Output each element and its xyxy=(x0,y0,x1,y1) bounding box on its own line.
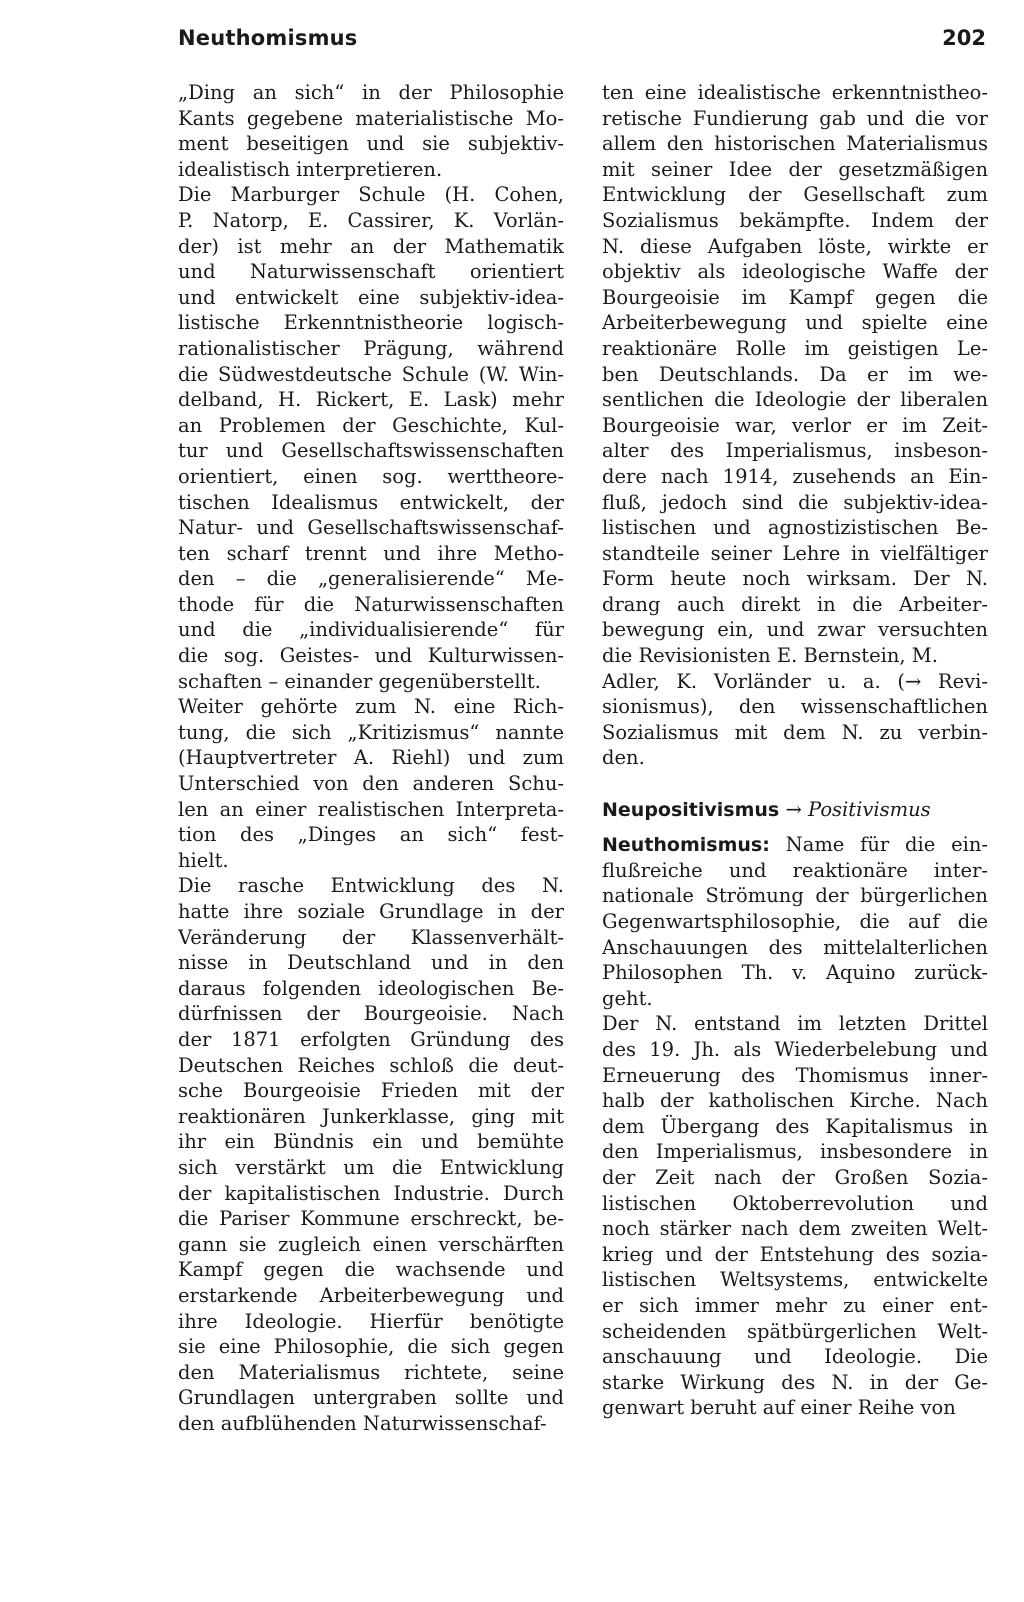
text-line: orientiert, einen sog. werttheore- xyxy=(178,464,564,488)
text-line: drang auch direkt in die Arbeiter- xyxy=(602,592,988,616)
text-line: nationale Strömung der bürgerlichen xyxy=(602,884,988,908)
text-line: Entwicklung der Gesellschaft zum xyxy=(602,183,988,207)
text-line: sche Bourgeoisie Frieden mit der xyxy=(178,1079,564,1103)
text-line: Bourgeoisie im Kampf gegen die xyxy=(602,285,988,309)
text-line: Natur- und Gesellschaftswissenschaf- xyxy=(178,516,564,540)
text-line: retische Fundierung gab und die vor xyxy=(602,106,988,130)
text-line: Unterschied von den anderen Schu- xyxy=(178,772,564,796)
text-line: dere nach 1914, zusehends an Ein- xyxy=(602,464,988,488)
text-line: die Südwestdeutsche Schule (W. Win- xyxy=(178,362,564,386)
text-line: thode für die Naturwissenschaften xyxy=(178,592,564,616)
text-line: Gegenwartsphilosophie, die auf die xyxy=(602,910,988,933)
text-line: listischen Weltsystems, entwickelte xyxy=(602,1268,988,1292)
text-line: Bourgeoisie war, verlor er im Zeit- xyxy=(602,413,988,437)
text-line: (Hauptvertreter A. Riehl) und zum xyxy=(178,746,564,770)
text-line: Arbeiterbewegung und spielte eine xyxy=(602,311,988,335)
text-line: die sog. Geistes- und Kulturwissen- xyxy=(178,644,564,668)
text-line: listischen Oktoberrevolution und xyxy=(602,1191,988,1215)
text-line: anschauung und Ideologie. Die xyxy=(602,1345,988,1369)
cross-reference-positivismus[interactable]: Positivismus xyxy=(807,797,931,821)
text-line: Deutschen Reiches schloß die deut- xyxy=(178,1053,564,1077)
running-head: Neuthomismus xyxy=(178,26,358,50)
text-line: „Ding an sich“ in der Philosophie xyxy=(178,81,564,104)
text-line: tion des „Dinges an sich“ fest- xyxy=(178,823,564,847)
right-column-continuation xyxy=(602,80,988,771)
text-line: flußreiche und reaktionäre inter- xyxy=(602,858,988,882)
text-line: N. diese Aufgaben löste, wirkte er xyxy=(602,234,988,258)
text-line: halb der katholischen Kirche. Nach xyxy=(602,1089,988,1113)
text-line: reaktionäre Rolle im geistigen Le- xyxy=(602,336,988,360)
text-line: scheidenden spätbürgerlichen Welt- xyxy=(602,1319,988,1343)
entry-neuthomismus-body xyxy=(602,858,988,1421)
text-line: objektiv als ideologische Waffe der xyxy=(602,260,988,284)
entry-neuthomismus-first-line xyxy=(602,832,988,858)
text-line: Die Marburger Schule (H. Cohen, xyxy=(178,183,564,207)
text-line: nisse in Deutschland und in den xyxy=(178,951,564,975)
text-line: genwart beruht auf einer Reihe von xyxy=(602,1396,956,1420)
page-header xyxy=(178,26,986,60)
text-line: Anschauungen des mittelalterlichen xyxy=(602,935,988,959)
text-line: sich verstärkt um die Entwicklung xyxy=(178,1155,564,1179)
text-line: Grundlagen untergraben sollte und xyxy=(178,1386,564,1410)
text-line: an Problemen der Geschichte, Kul- xyxy=(178,413,564,437)
text-line: die Pariser Kommune erschreckt, be- xyxy=(178,1207,564,1231)
text-line: der Zeit nach der Großen Sozia- xyxy=(602,1165,988,1189)
text-line: und entwickelt eine subjektiv-idea- xyxy=(178,285,564,309)
text-line: ten eine idealistische erkenntnistheo- xyxy=(602,81,988,104)
text-line: den – die „generalisierende“ Me- xyxy=(178,567,564,591)
text-line: sie eine Philosophie, die sich gegen xyxy=(178,1335,564,1359)
text-line: schaften – einander gegenüberstellt. xyxy=(178,669,541,693)
text-line: Kampf gegen die wachsende und xyxy=(178,1258,564,1282)
left-column xyxy=(178,80,564,1436)
text-line: den Imperialismus, insbesondere in xyxy=(602,1140,988,1164)
text-line: des 19. Jh. als Wiederbelebung und xyxy=(602,1037,988,1061)
text-line: mit seiner Idee der gesetzmäßigen xyxy=(602,157,988,181)
headword-neuthomismus: Neuthomismus: xyxy=(602,834,770,857)
text-line: listische Erkenntnistheorie logisch- xyxy=(178,311,564,335)
text-line: der) ist mehr an der Mathematik xyxy=(178,234,564,258)
text-line: die Revisionisten E. Bernstein, M. xyxy=(602,644,938,668)
text-line: ment beseitigen und sie subjektiv- xyxy=(178,132,564,156)
text-line: erstarkende Arbeiterbewegung und xyxy=(178,1283,564,1307)
text-line: und die „individualisierende“ für xyxy=(178,618,564,642)
entry-neupositivismus xyxy=(602,797,988,823)
text-line: Weiter gehörte zum N. eine Rich- xyxy=(178,695,564,719)
text-line: er sich immer mehr zu einer ent- xyxy=(602,1293,988,1317)
text-line: Form heute noch wirksam. Der N. xyxy=(602,567,988,591)
text-line: alter des Imperialismus, insbeson- xyxy=(602,439,988,463)
text-line: tur und Gesellschaftswissenschaften xyxy=(178,439,564,463)
text-line: ihr ein Bündnis ein und bemühte xyxy=(178,1130,564,1154)
text-line: dem Übergang des Kapitalismus in xyxy=(602,1114,988,1138)
text-line: hatte ihre soziale Grundlage in der xyxy=(178,900,564,923)
text-line: bewegung ein, und zwar versuchten xyxy=(602,618,988,642)
text-line: gann sie zugleich einen verschärften xyxy=(178,1232,564,1256)
right-column xyxy=(602,80,988,1421)
text-line: Der N. entstand im letzten Drittel xyxy=(602,1012,988,1036)
text-line: Die rasche Entwicklung des N. xyxy=(178,874,564,898)
text-line: sentlichen die Ideologie der liberalen xyxy=(602,388,988,412)
text-line: listischen und agnostizistischen Be- xyxy=(602,516,988,540)
text-line: der kapitalistischen Industrie. Durch xyxy=(178,1181,564,1205)
text-line: ben Deutschlands. Da er im we- xyxy=(602,362,988,386)
text-line: noch stärker nach dem zweiten Welt- xyxy=(602,1217,988,1241)
text-line: delband, H. Rickert, E. Lask) mehr xyxy=(178,388,564,412)
text-line: Erneuerung des Thomismus inner- xyxy=(602,1063,988,1087)
page-number: 202 xyxy=(942,26,986,50)
text-line: P. Natorp, E. Cassirer, K. Vorlän- xyxy=(178,208,564,232)
definition-start: Name für die ein- xyxy=(785,833,988,857)
text-line: standteile seiner Lehre in vielfältiger xyxy=(602,541,988,565)
text-line: fluß, jedoch sind die subjektiv-idea- xyxy=(602,490,988,514)
text-line: tung, die sich „Kritizismus“ nannte xyxy=(178,720,564,744)
text-line: Veränderung der Klassenverhält- xyxy=(178,925,564,949)
text-line: Kants gegebene materialistische Mo- xyxy=(178,106,564,130)
text-line: den aufblühenden Naturwissenschaf- xyxy=(178,1411,547,1435)
text-line: allem den historischen Materialismus xyxy=(602,132,988,156)
text-line: und Naturwissenschaft orientiert xyxy=(178,260,564,284)
text-line: sionismus), den wissenschaftlichen xyxy=(602,695,988,719)
text-line: krieg und der Entstehung des sozia- xyxy=(602,1242,988,1266)
text-line: den Materialismus richtete, seine xyxy=(178,1360,564,1384)
text-line: daraus folgenden ideologischen Be- xyxy=(178,976,564,1000)
text-line: geht. xyxy=(602,986,653,1010)
text-line: Adler, K. Vorländer u. a. (→ Revi- xyxy=(602,669,988,693)
text-line: der 1871 erfolgten Gründung des xyxy=(178,1027,564,1051)
text-line: ihre Ideologie. Hierfür benötigte xyxy=(178,1309,564,1333)
text-line: den. xyxy=(602,746,645,770)
text-line: len an einer realistischen Interpreta- xyxy=(178,797,564,821)
text-line: Sozialismus bekämpfte. Indem der xyxy=(602,208,988,232)
text-line: Sozialismus mit dem N. zu verbin- xyxy=(602,720,988,744)
headword-neupositivismus: Neupositivismus xyxy=(602,798,780,821)
text-line: hielt. xyxy=(178,848,229,872)
arrow-icon: → xyxy=(785,797,802,821)
text-line: ten scharf trennt und ihre Metho- xyxy=(178,541,564,565)
text-line: tischen Idealismus entwickelt, der xyxy=(178,490,564,514)
text-line: idealistisch interpretieren. xyxy=(178,157,443,181)
text-line: reaktionären Junkerklasse, ging mit xyxy=(178,1104,564,1128)
text-line: Philosophen Th. v. Aquino zurück- xyxy=(602,961,988,985)
text-line: starke Wirkung des N. in der Ge- xyxy=(602,1370,988,1394)
text-line: dürfnissen der Bourgeoisie. Nach xyxy=(178,1002,564,1026)
text-line: rationalistischer Prägung, während xyxy=(178,336,564,360)
